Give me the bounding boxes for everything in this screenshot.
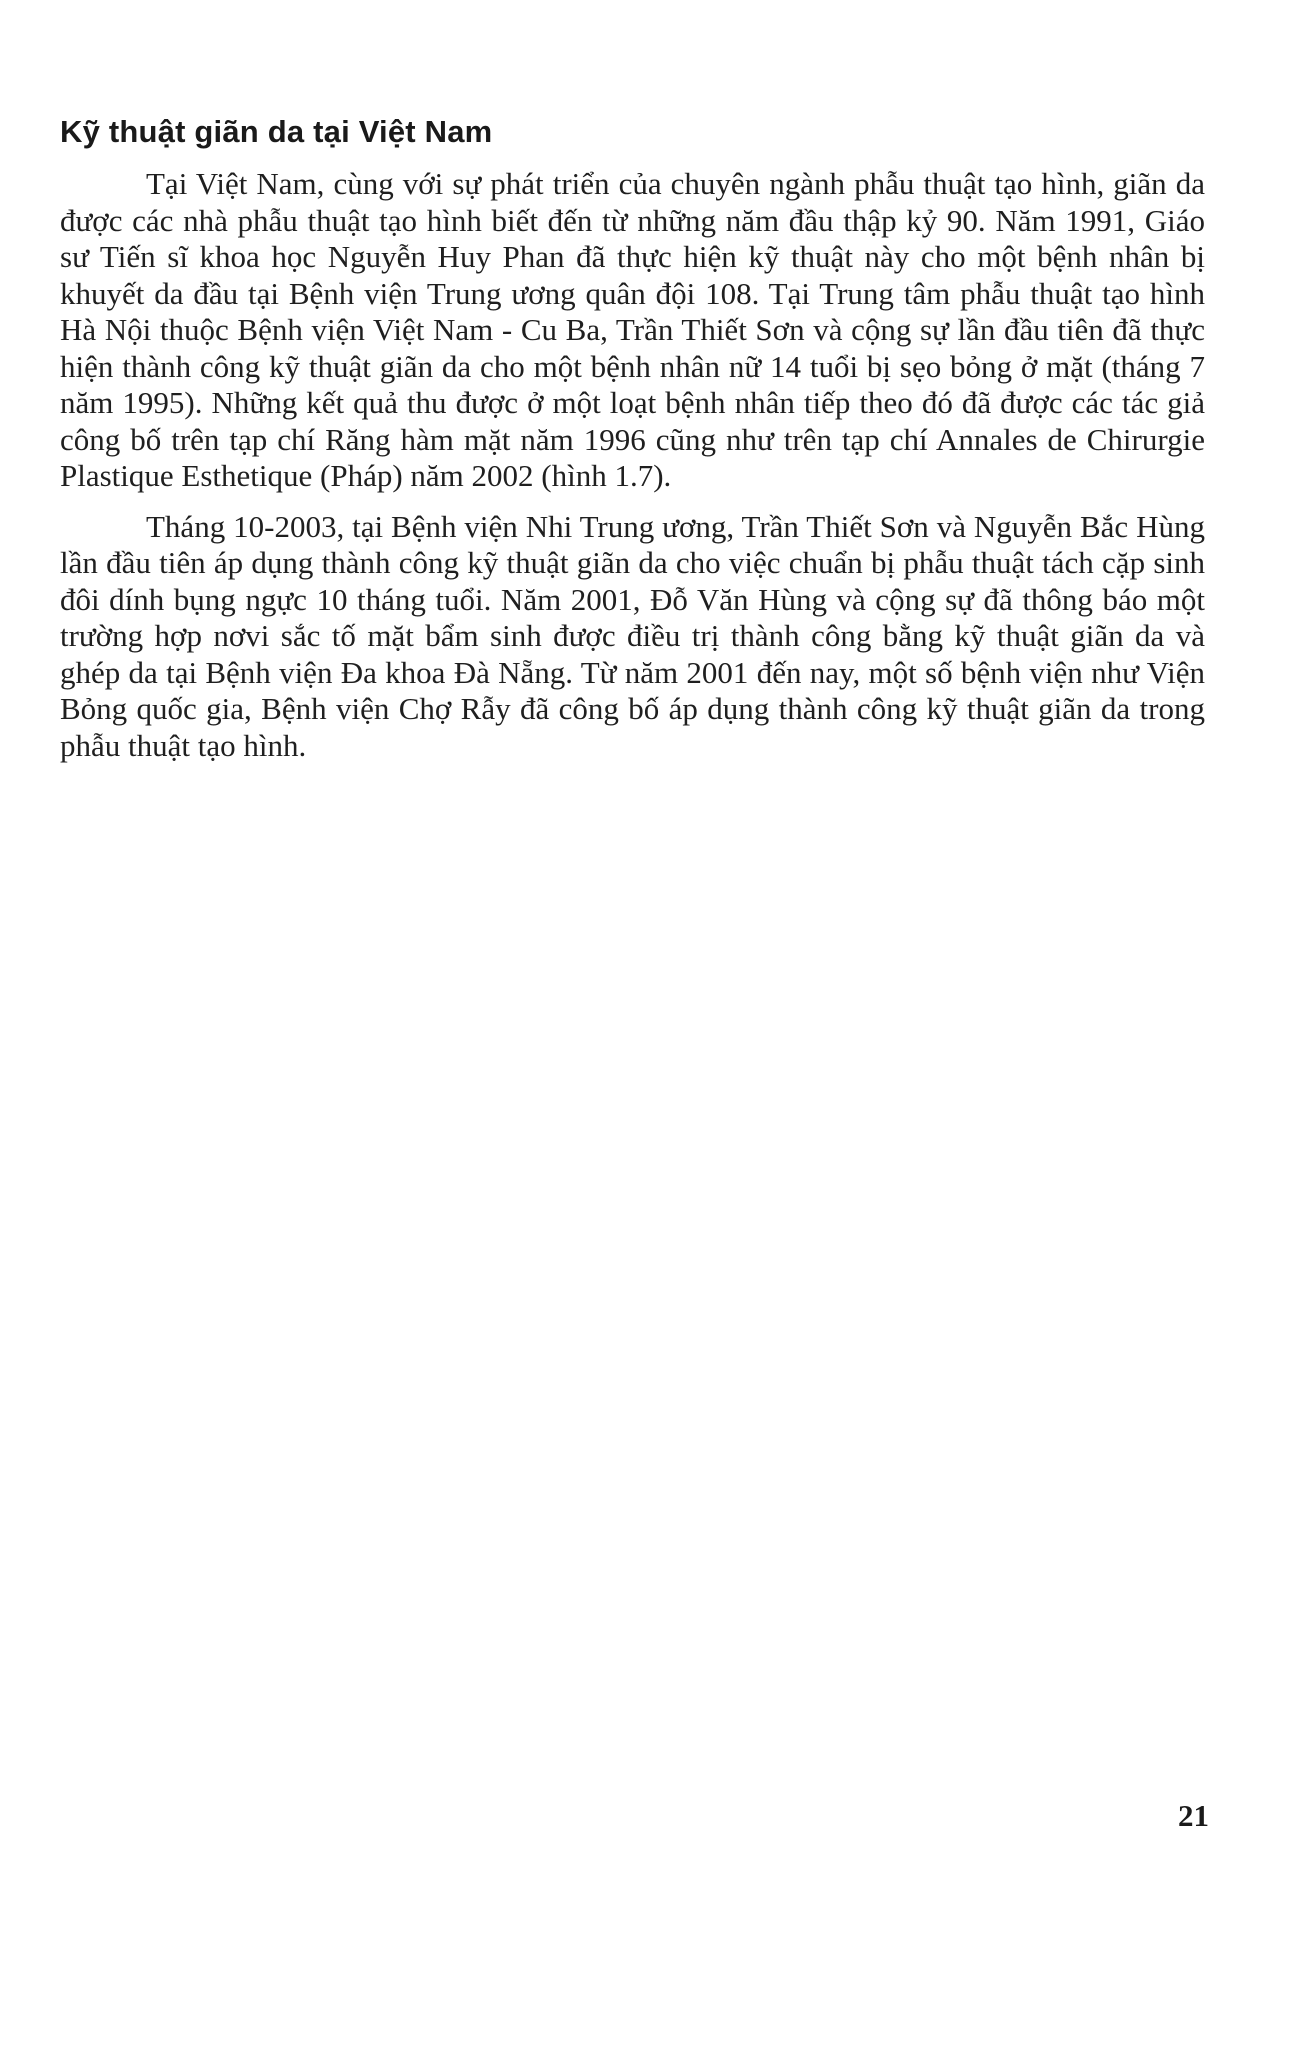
page-number: 21 — [1178, 1798, 1209, 1833]
paragraph-2: Tháng 10-2003, tại Bệnh viện Nhi Trung ương, Trần Thiết Sơn và Nguyễn Bắc Hùng lần đầu tiên áp dụng thành công kỹ thuật giãn da cho việc chuẩn bị phẫu thuật tách cặp sinh đôi dính bụng ngực 10 tháng tuổi. Năm 2001, Đỗ Văn Hùng và cộng sự đã thông báo một trường hợp nơvi sắc tố mặt bẩm sinh được điều trị thành công bằng kỹ thuật giãn da và ghép da tại Bệnh viện Đa khoa Đà Nẵng. Từ năm 2001 đến nay, một số bệnh viện như Viện Bỏng quốc gia, Bệnh viện Chợ Rẫy đã công bố áp dụng thành công kỹ thuật giãn da trong phẫu thuật tạo hình. — [60, 508, 1205, 763]
paragraph-1: Tại Việt Nam, cùng với sự phát triển của chuyên ngành phẫu thuật tạo hình, giãn da được các nhà phẫu thuật tạo hình biết đến từ những năm đầu thập kỷ 90. Năm 1991, Giáo sư Tiến sĩ khoa học Nguyễn Huy Phan đã thực hiện kỹ thuật này cho một bệnh nhân bị khuyết da đầu tại Bệnh viện Trung ương quân đội 108. Tại Trung tâm phẫu thuật tạo hình Hà Nội thuộc Bệnh viện Việt Nam - Cu Ba, Trần Thiết Sơn và cộng sự lần đầu tiên đã thực hiện thành công kỹ thuật giãn da cho một bệnh nhân nữ 14 tuổi bị sẹo bỏng ở mặt (tháng 7 năm 1995). Những kết quả thu được ở một loạt bệnh nhân tiếp theo đó đã được các tác giả công bố trên tạp chí Răng hàm mặt năm 1996 cũng như trên tạp chí Annales de Chirurgie Plastique Esthetique (Pháp) năm 2002 (hình 1.7). — [60, 166, 1205, 493]
section-heading: Kỹ thuật giãn da tại Việt Nam — [60, 114, 493, 149]
body-text — [60, 166, 1205, 764]
